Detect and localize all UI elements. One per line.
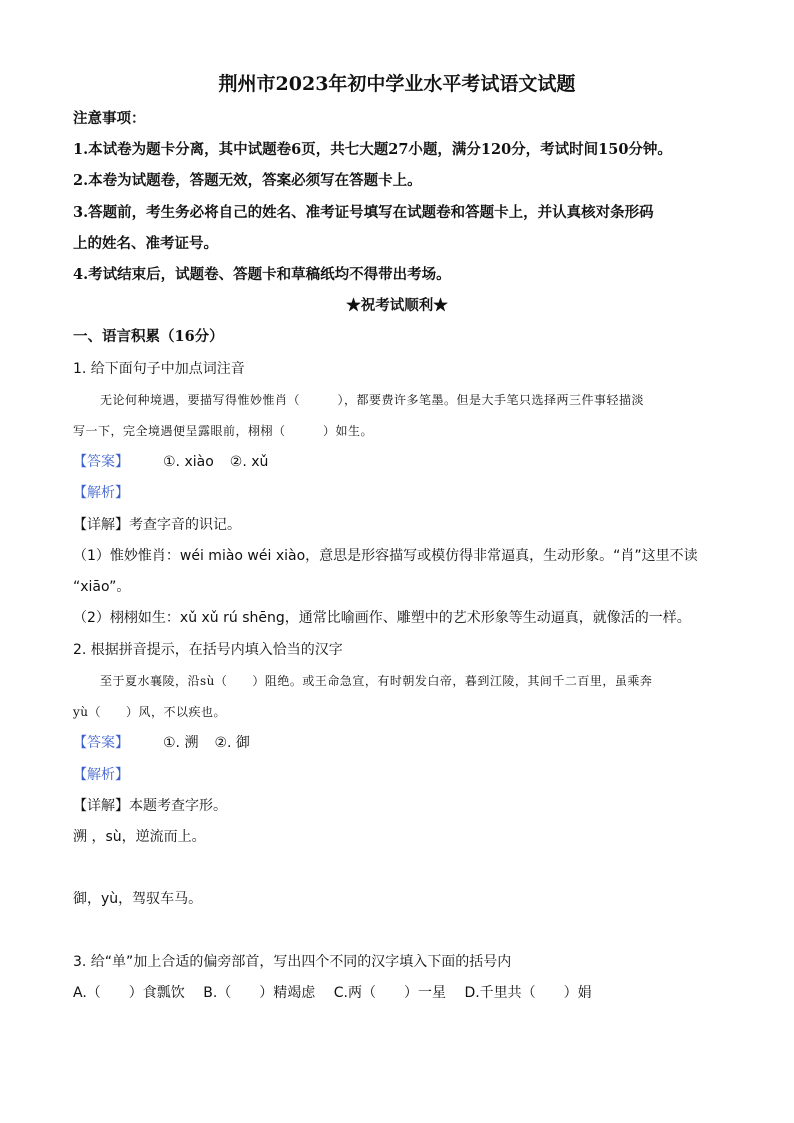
question-3-options	[73, 984, 592, 1002]
option-c: C.两（ ）一星	[333, 985, 446, 1001]
answer-item-1: ①. xiào	[163, 454, 214, 470]
question-2-prompt: 2. 根据拼音提示，在括号内填入恰当的汉字	[73, 642, 343, 658]
question-1-note-1: （1）惟妙惟肖：wéi miào wéi xiào，意思是形容描写或模仿得非常逼真，生动形象。“肖”这里不读	[73, 548, 698, 564]
option-d: D.千里共（ ）娟	[464, 985, 592, 1001]
notice-item-3: 3.答题前，考生务必将自己的姓名、准考证号填写在试题卷和答题卡上，并认真核对条形码	[73, 204, 654, 221]
answer-tag: 【答案】	[73, 735, 129, 751]
answer-item-2: ②. xǔ	[229, 454, 269, 470]
page-title: 荆州市2023年初中学业水平考试语文试题	[218, 73, 576, 95]
notice-item-4: 4.考试结束后，试题卷、答题卡和草稿纸均不得带出考场。	[73, 266, 451, 283]
question-1-note-2: （2）栩栩如生：xǔ xǔ rú shēng，通常比喻画作、雕塑中的艺术形象等生动逼真，就像活的一样。	[73, 610, 691, 626]
detail-tag: 【详解】	[73, 517, 129, 533]
question-1-passage-line-2: 写一下，完全境遇便呈露眼前，栩栩（ ）如生。	[73, 424, 374, 438]
question-2-note-2: 御，yù，驾驭车马。	[73, 891, 203, 907]
detail-text: 考查字音的识记。	[129, 517, 241, 533]
answer-item-1: ①. 溯	[163, 735, 199, 751]
question-2-note-1: 溯 ，sù，逆流而上。	[73, 829, 206, 845]
option-b: B.（ ）精竭虑	[203, 985, 316, 1001]
question-2-answer	[73, 734, 250, 752]
detail-tag: 【详解】	[73, 798, 129, 814]
analysis-tag: 【解析】	[73, 485, 129, 501]
question-1-detail	[73, 516, 241, 534]
notice-item-2: 2.本卷为试题卷，答题无效，答案必须写在答题卡上。	[73, 172, 422, 189]
notice-item-1: 1.本试卷为题卡分离，其中试题卷6页，共七大题27小题，满分120分，考试时间150分钟。	[73, 141, 672, 158]
question-1-passage-line-1: 无论何种境遇，要描写得惟妙惟肖（ ），都要费许多笔墨。但是大手笔只选择两三件事轻描淡	[100, 393, 645, 407]
notice-item-3-cont: 上的姓名、准考证号。	[73, 235, 218, 252]
question-1-answer	[73, 453, 268, 471]
option-a: A.（ ）食瓢饮	[73, 985, 185, 1001]
question-3-prompt: 3. 给“单”加上合适的偏旁部首，写出四个不同的汉字填入下面的括号内	[73, 954, 512, 970]
analysis-tag: 【解析】	[73, 767, 129, 783]
section-heading: 一、语言积累（16分）	[73, 328, 224, 345]
question-2-passage-line-1: 至于夏水襄陵，沿sù（ ）阻绝。或王命急宣，有时朝发白帝，暮到江陵，其间千二百里，虽乘奔	[100, 674, 653, 688]
notice-heading: 注意事项：	[73, 110, 146, 127]
answer-item-2: ②. 御	[214, 735, 250, 751]
exam-wish: ★祝考试顺利★	[346, 297, 448, 314]
answer-tag: 【答案】	[73, 454, 129, 470]
detail-text: 本题考查字形。	[129, 798, 227, 814]
question-1-note-1-cont: “xiāo”。	[73, 579, 131, 595]
question-1-prompt: 1. 给下面句子中加点词注音	[73, 361, 245, 377]
question-2-passage-line-2: yù（ ）风，不以疾也。	[73, 705, 227, 719]
question-2-detail	[73, 797, 227, 815]
